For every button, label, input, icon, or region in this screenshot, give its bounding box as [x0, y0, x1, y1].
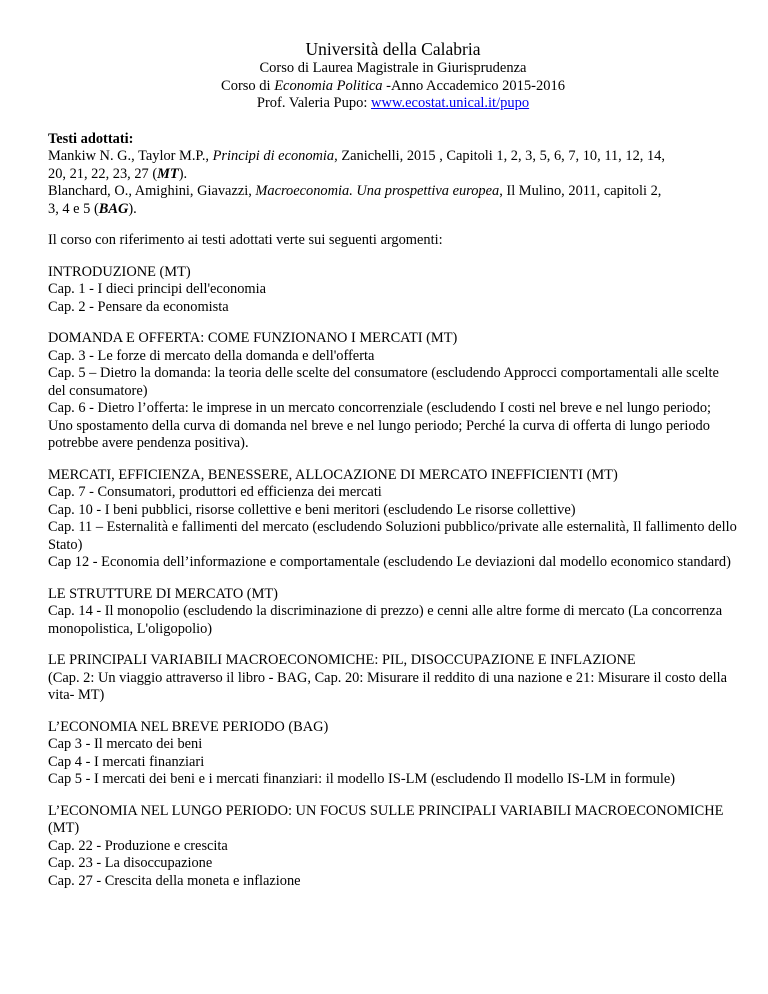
section-title: L’ECONOMIA NEL LUNGO PERIODO: UN FOCUS SULLE PRINCIPALI VARIABILI MACROECONOMICHE (MT)	[48, 802, 724, 836]
chapter-line: Cap. 6 - Dietro l’offerta: le imprese in un mercato concorrenziale (escludendo I costi nel breve e nel lungo periodo; Uno spostamento della curva di domanda nel breve e nel lungo periodo; Perché la curva di offerta di lungo periodo potrebbe avere pendenza positiva).	[48, 400, 712, 451]
adopted-texts-heading: Testi adottati:	[48, 130, 134, 147]
book2-code: BAG	[98, 200, 129, 217]
chapter-line: Cap. 5 – Dietro la domanda: la teoria delle scelte del consumatore (escludendo Approcci comportamentali alle scelte del consumatore)	[48, 365, 719, 399]
section-domanda-offerta	[48, 330, 738, 453]
section-breve-periodo	[48, 719, 738, 789]
book1-details-a: , Zanichelli, 2015 , Capitoli 1, 2, 3, 5, 6, 7, 10, 11, 12, 14,	[334, 148, 665, 164]
book2-details-a: , Il Mulino, 2011, capitoli 2,	[499, 183, 662, 199]
book2-line-1	[48, 183, 738, 201]
chapter-line: Cap. 23 - La disoccupazione	[48, 855, 213, 871]
book1-code: MT	[157, 165, 179, 182]
course-suffix: -Anno Accademico 2015-2016	[382, 77, 565, 94]
section-title: DOMANDA E OFFERTA: COME FUNZIONANO I MERCATI (MT)	[48, 330, 458, 346]
chapter-line: Cap. 2 - Pensare da economista	[48, 298, 229, 315]
document-page	[48, 38, 738, 890]
chapter-line: Cap. 11 – Esternalità e fallimenti del mercato (escludendo Soluzioni pubblico/private alle esternalità, Il fallimento dello Stato)	[48, 519, 737, 553]
professor-website-link[interactable]: www.ecostat.unical.it/pupo	[371, 95, 530, 111]
section-mercati-efficienza	[48, 467, 738, 572]
chapter-line: Cap. 22 - Produzione e crescita	[48, 837, 228, 854]
course-line	[48, 78, 738, 96]
book2-line-2	[48, 201, 738, 219]
book1-authors: Mankiw N. G., Taylor M.P.,	[48, 148, 213, 164]
course-prefix: Corso di	[221, 77, 275, 94]
book1-line-1	[48, 148, 738, 166]
section-title: L’ECONOMIA NEL BREVE PERIODO (BAG)	[48, 718, 329, 735]
chapter-line: Cap 5 - I mercati dei beni e i mercati finanziari: il modello IS-LM (escludendo Il modello IS-LM in formule)	[48, 771, 676, 787]
section-title: MERCATI, EFFICIENZA, BENESSERE, ALLOCAZIONE DI MERCATO INEFFICIENTI (MT)	[48, 466, 618, 483]
book2-close: ).	[128, 200, 137, 217]
book1-details-b: 20, 21, 22, 23, 27 (	[48, 165, 158, 182]
book1-close: ).	[178, 165, 188, 182]
chapter-line: Cap. 1 - I dieci principi dell'economia	[48, 281, 266, 297]
book2-details-b: 3, 4 e 5 (	[48, 200, 99, 217]
chapter-line: Cap. 3 - Le forze di mercato della domanda e dell'offerta	[48, 347, 375, 364]
course-degree: Corso di Laurea Magistrale in Giurisprudenza	[259, 60, 527, 76]
section-variabili-macro	[48, 652, 738, 705]
book1-line-2	[48, 166, 738, 184]
book1-title: Principi di economia	[212, 148, 335, 164]
chapter-line: Cap. 7 - Consumatori, produttori ed efficienza dei mercati	[48, 484, 382, 500]
section-title: LE PRINCIPALI VARIABILI MACROECONOMICHE: PIL, DISOCCUPAZIONE E INFLAZIONE	[48, 652, 636, 668]
section-title: LE STRUTTURE DI MERCATO (MT)	[48, 585, 278, 602]
adopted-texts	[48, 131, 738, 219]
chapter-line: Cap 3 - Il mercato dei beni	[48, 736, 203, 752]
chapter-line: Cap. 27 - Crescita della moneta e inflazione	[48, 872, 301, 889]
chapter-line: Cap. 14 - Il monopolio (escludendo la discriminazione di prezzo) e cenni alle altre forme di mercato (La concorrenza monopolistica, L'oligopolio)	[48, 603, 723, 637]
section-strutture-mercato	[48, 586, 738, 639]
professor-name: Prof. Valeria Pupo:	[256, 95, 371, 111]
book2-authors: Blanchard, O., Amighini, Giavazzi,	[48, 183, 256, 199]
book2-title: Macroeconomia. Una prospettiva europea	[255, 183, 500, 199]
intro-sentence: Il corso con riferimento ai testi adottati verte sui seguenti argomenti:	[48, 232, 443, 248]
professor-line	[48, 95, 738, 113]
section-introduzione	[48, 264, 738, 317]
section-lungo-periodo	[48, 803, 738, 891]
university-title: Università della Calabria	[305, 39, 481, 59]
section-title: INTRODUZIONE (MT)	[48, 263, 191, 280]
chapter-line: Cap 4 - I mercati finanziari	[48, 753, 205, 770]
chapter-line: (Cap. 2: Un viaggio attraverso il libro - BAG, Cap. 20: Misurare il reddito di una nazione e 21: Misurare il costo della vita- MT)	[48, 669, 728, 703]
course-name: Economia Politica	[274, 77, 383, 94]
chapter-line: Cap 12 - Economia dell’informazione e comportamentale (escludendo Le deviazioni dal modello economico standard)	[48, 554, 731, 570]
chapter-line: Cap. 10 - I beni pubblici, risorse collettive e beni meritori (escludendo Le risorse collettive)	[48, 501, 576, 518]
